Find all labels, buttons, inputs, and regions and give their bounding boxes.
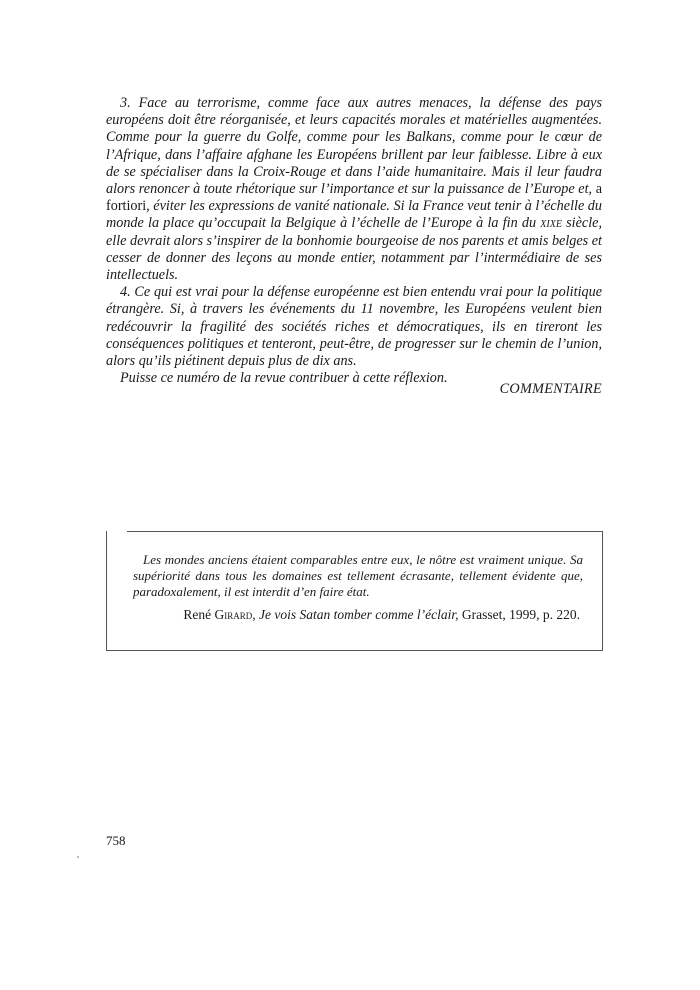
quote-box-bottom-rule	[107, 650, 602, 651]
quote-box	[106, 531, 603, 651]
citation-book-title: Je vois Satan tomber comme l’éclair,	[259, 607, 459, 622]
signature: COMMENTAIRE	[499, 381, 602, 397]
article-body	[106, 95, 602, 387]
citation-author-last: Girard	[214, 607, 253, 622]
paragraph-3	[106, 95, 602, 284]
quote-paragraph: Les mondes anciens étaient comparables entre eux, le nôtre est vraiment unique. Sa supériorité dans tous les domaines est tellement écrasante, tellement évidente que, paradoxalement, il est interdit d’en faire état.	[133, 552, 583, 599]
citation-publisher: Grasset, 1999, p. 220.	[461, 607, 580, 622]
page-number: 758	[106, 833, 126, 848]
closing-line: Puisse ce numéro de la revue contribuer à cette réflexion.	[120, 370, 448, 387]
a-fortiori-phrase: a fortiori,	[106, 181, 602, 215]
quote-citation: René Girard, Je vois Satan tomber comme l’éclair, Grasset, 1999, p. 220.	[183, 607, 580, 622]
paragraph-3-part-b: éviter les expressions de vanité nationale. Si la France veut tenir à l’échelle du monde la place qu’occupait la Belgique à l’échelle de l’Europe à la fin du	[106, 198, 602, 232]
century-numeral: xixe	[540, 215, 562, 232]
paragraph-4: 4. Ce qui est vrai pour la défense européenne est bien entendu vrai pour la politique étrangère. Si, à travers les événements du 11 novembre, les Européens veulent bien redécouvrir la fragilité des sociétés riches et démocratiques, ils en tireront les conséquences politiques et tenteront, peut-être, de progresser sur le chemin de l’union, alors qu’ils piétinent depuis plus de dix ans.	[106, 284, 602, 370]
quote-box-top-rule	[127, 531, 602, 532]
scan-speck	[77, 856, 79, 858]
quote-text	[133, 552, 583, 600]
paragraph-3-part-a: 3. Face au terrorisme, comme face aux autres menaces, la défense des pays européens doit être réorganisée, et leurs capacités morales et matérielles augmentées. Comme pour la guerre du Golfe, comme pour les Balkans, comme pour le cœur de l’Afrique, dans l’affaire afghane les Européens brillent par leur faiblesse. Libre à eux de se spécialiser dans la Croix-Rouge et dans l’aide humanitaire. Mais il leur faudra alors renoncer à toute rhétorique sur l’importance et sur la puissance de l’Europe et,	[106, 95, 602, 198]
citation-author-first: René	[183, 607, 212, 622]
paragraph-3-part-c: siècle, elle devrait alors s’inspirer de la bonhomie bourgeoise de nos parents et amis belges et cesser de donner des leçons au monde entier, notamment par l’intermédiaire de ses intellectuels.	[106, 215, 603, 284]
